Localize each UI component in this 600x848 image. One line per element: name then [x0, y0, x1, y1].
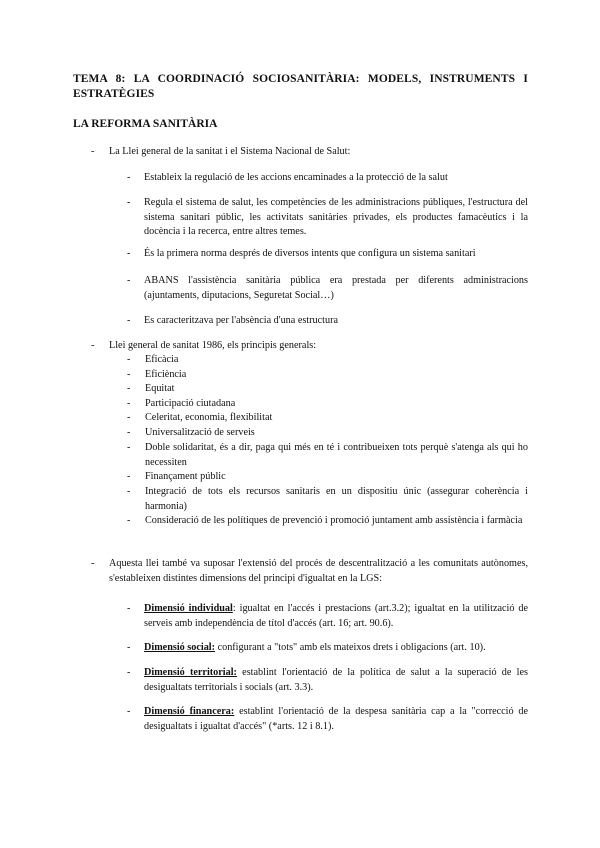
bullet-dash: -: [127, 315, 131, 326]
bullet-dash: -: [127, 248, 131, 259]
dimension-item: [144, 705, 528, 734]
dimension-item: [144, 666, 528, 695]
lgs-point: Estableix la regulació de les accions encaminades a la protecció de la salut: [144, 172, 448, 183]
document-title: TEMA 8: LA COORDINACIÓ SOCIOSANITÀRIA: MODELS, INSTRUMENTS I ESTRATÈGIES: [73, 73, 528, 100]
bullet-dash: -: [127, 471, 131, 482]
dimension-text: igualtat en l'accés i prestacions (art.3.2); igualtat en la utilització de serveis amb independència de títol d'accés (art. 16; art. 90.6).: [144, 603, 528, 629]
bullet-dash: -: [127, 383, 131, 394]
bullet-dash: -: [127, 515, 131, 526]
dimension-text: establint l'orientació de la despesa sanitària cap a la "correcció de desigualtats i igualtat d'accés" (*arts. 12 i 8.1).: [144, 706, 529, 732]
dimension-label: Dimensió territorial:: [144, 667, 237, 678]
dimension-text: configurant a "tots" amb els mateixos drets i obligacions (art. 10).: [215, 642, 486, 653]
dimension-text: establint l'orientació de la política de salut a la superació de les desigualtats territorials i socials (art. 3.3).: [144, 667, 528, 693]
bullet-dash: -: [127, 275, 131, 286]
bullet-dash: -: [127, 398, 131, 409]
principi-item: Consideració de les polítiques de prevenció i promoció juntament amb assistència i farmàcia: [145, 515, 523, 526]
bullet-dash: -: [127, 486, 131, 497]
lgs-point: És la primera norma després de diversos intents que configura un sistema sanitari: [144, 248, 476, 259]
section-heading: LA REFORMA SANITÀRIA: [73, 118, 218, 130]
lgs-point: Regula el sistema de salut, les competències de les administracions públiques, l'estructura del sistema sanitari públic, les activitats sanitàries privades, els productes famacèutics i la docència i la recerca, entre altres temes.: [144, 197, 528, 238]
bullet-dash: -: [127, 172, 131, 183]
lgs-point: Es caracteritzava per l'absència d'una estructura: [144, 315, 339, 326]
bullet-dash: -: [91, 340, 95, 351]
lgs-point: ABANS l'assistència sanitària pública era prestada per diferents administracions (ajuntaments, diputacions, Seguretat Social…): [144, 275, 528, 301]
dimension-item: [144, 641, 528, 656]
principi-item: Eficàcia: [145, 354, 179, 365]
principi-item: Celeritat, economia, flexibilitat: [145, 412, 273, 423]
bullet-dash: -: [91, 146, 95, 157]
bullet-dash: -: [127, 642, 131, 653]
bullet-dash: -: [127, 354, 131, 365]
bullet-dash: -: [127, 667, 131, 678]
dimension-label: Dimensió social:: [144, 642, 216, 653]
bullet-dash: -: [127, 706, 131, 717]
dimension-sep: :: [232, 603, 236, 614]
lgs-intro: La Llei general de la sanitat i el Sistema Nacional de Salut:: [109, 146, 351, 157]
principi-item: Universalització de serveis: [145, 427, 255, 438]
bullet-dash: -: [127, 603, 131, 614]
principi-item: Doble solidaritat, és a dir, paga qui més en té i contribueixen tots perquè s'atenga als qui ho necessiten: [145, 442, 528, 468]
principi-item: Equitat: [145, 383, 175, 394]
principi-item: Finançament públic: [145, 471, 226, 482]
principi-item: Integració de tots els recursos sanitaris en un dispositiu únic (assegurar coherència i harmonia): [145, 486, 528, 512]
principi-item: Participació ciutadana: [145, 398, 236, 409]
descentralitzacio-intro: Aquesta llei també va suposar l'extensió del procés de descentralització a les comunitats autònomes, s'estableixen distintes dimensions del principi d'igualtat en la LGS:: [109, 558, 528, 584]
bullet-dash: -: [127, 197, 131, 208]
bullet-dash: -: [91, 558, 95, 569]
dimension-label: Dimensió financera:: [144, 706, 235, 717]
dimension-item: [144, 602, 528, 631]
bullet-dash: -: [127, 412, 131, 423]
dimension-label: Dimensió individual: [144, 603, 233, 614]
principi-item: Eficiència: [145, 369, 187, 380]
bullet-dash: -: [127, 427, 131, 438]
bullet-dash: -: [127, 369, 131, 380]
principis-intro: Llei general de sanitat 1986, els principis generals:: [109, 340, 317, 351]
bullet-dash: -: [127, 442, 131, 453]
